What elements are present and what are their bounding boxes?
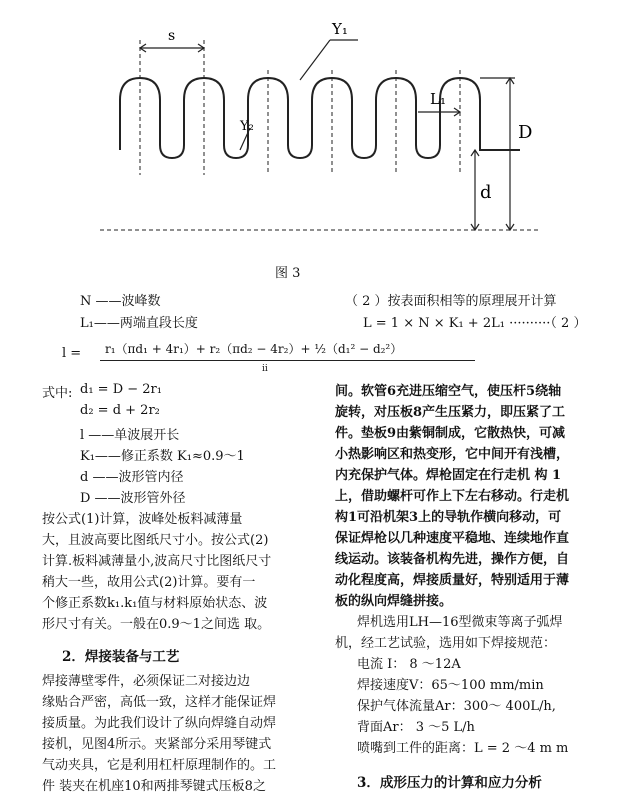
y2-label: Y₂ [240,119,254,134]
right-para1-line: 小热影响区和热变形，它中间开有浅槽， [335,447,570,462]
fraction-bar [100,360,475,361]
right-para1-line: 构1可沿机架3上的导轨作横向移动，可 [335,510,562,525]
y1-label: Y₁ [332,20,348,38]
right-para2-line: 焊机选用LH—16型微束等离子弧焊 [357,615,563,630]
right-para1-line: 线运动。该装备机构先进，操作方便，自 [335,552,570,567]
where-label: 式中: [42,386,73,401]
param-speed: 焊接速度V：65～100 mm/min [357,678,544,693]
right-para1-line: 内充保护气体。焊枪固定在行走机 构 1 [335,468,562,483]
method-2-heading: （ 2 ）按表面积相等的原理展开计算 [345,294,557,309]
right-para1-line: 间。软管6充进压缩空气，使压杆5绕轴 [335,384,562,399]
def-l1: L₁——两端直段长度 [80,316,198,331]
right-para1-line: 件。垫板9由紫铜制成，它散热快，可减 [335,426,566,441]
where-item: d ——波形管内径 [80,470,184,485]
def-n: N ——波峰数 [80,294,161,309]
right-para1-line: 保证焊枪以几种速度平稳地、连续地作直 [335,531,570,546]
right-para1-line: 板的纵向焊缝拼接。 [335,594,453,609]
right-para1-line: 旋转，对压板8产生压紧力，即压紧了工 [335,405,566,420]
formula-2: L = 1 × N × K₁ + 2L₁ ··········（ 2 ） [363,316,587,331]
left-para2-line: 焊接薄壁零件，必须保证二对接边边 [42,674,251,689]
pitch-label: s [168,28,176,44]
where-item: d₁ = D − 2r₁ [80,382,162,397]
left-para2-line: 气动夹具，它是利用杠杆原理制作的。工 [42,758,277,773]
where-item: l ——单波展开长 [80,428,180,443]
left-para2-line: 缘贴合严密，高低一致，这样才能保证焊 [42,695,277,710]
right-para2-line: 机，经工艺试验，选用如下焊接规范： [335,636,557,651]
left-para1-line: 计算.板料减薄量小,波高尺寸比图纸尺寸 [42,554,272,569]
bellows-figure [100,0,550,255]
left-para1-line: 个修正系数k₁.k₁值与材料原始状态、波 [42,596,268,611]
right-para1-line: 动化程度高，焊接质量好，特别适用于薄 [335,573,570,588]
param-current: 电流 I： 8 ～12A [357,657,461,672]
formula-1-lhs: l = [62,346,82,361]
left-para2-line: 接机，见图4所示。夹紧部分采用琴键式 [42,737,272,752]
param-gas-flow: 保护气体流量Ar：300～ 400L/h, [357,699,556,714]
figure-caption: 图 3 [275,266,301,281]
left-para1-line: 稍大一些，故用公式(2)计算。要有一 [42,575,256,590]
section-3-heading: 3．成形压力的计算和应力分析 [357,775,542,791]
where-item: d₂ = d + 2r₂ [80,403,160,418]
section-2-heading: 2．焊接装备与工艺 [62,649,180,665]
param-back-ar: 背面Ar： 3 ～5 L/h [357,720,475,735]
left-para1-line: 形尺寸有关。一般在0.9～1之间选 取。 [42,617,271,632]
left-para1-line: 大，且波高要比图纸尺寸小。按公式(2) [42,533,269,548]
formula-1-numerator: r₁（πd₁ + 4r₁）+ r₂（πd₂ − 4r₂）+ ½（d₁² − d₂²） [105,342,403,356]
formula-1-denominator: ii [262,364,268,374]
where-item: D ——波形管外径 [80,491,186,506]
left-para2-line: 件 装夹在机座10和两排琴键式压板8之 [42,779,266,794]
left-para2-line: 接质量。为此我们设计了纵向焊缝自动焊 [42,716,277,731]
where-item: K₁——修正系数 K₁≈0.9～1 [80,449,245,464]
right-para1-line: 上，借助螺杆可作上下左右移动。行走机 [335,489,570,504]
D-label: D [518,122,533,143]
l1-label: L₁ [430,90,446,108]
param-nozzle-distance: 喷嘴到工件的距离：L = 2 ～4 m m [357,741,569,756]
d-label: d [480,182,492,203]
left-para1-line: 按公式(1)计算，波峰处板料减薄量 [42,512,243,527]
bellows-outline [120,78,520,158]
